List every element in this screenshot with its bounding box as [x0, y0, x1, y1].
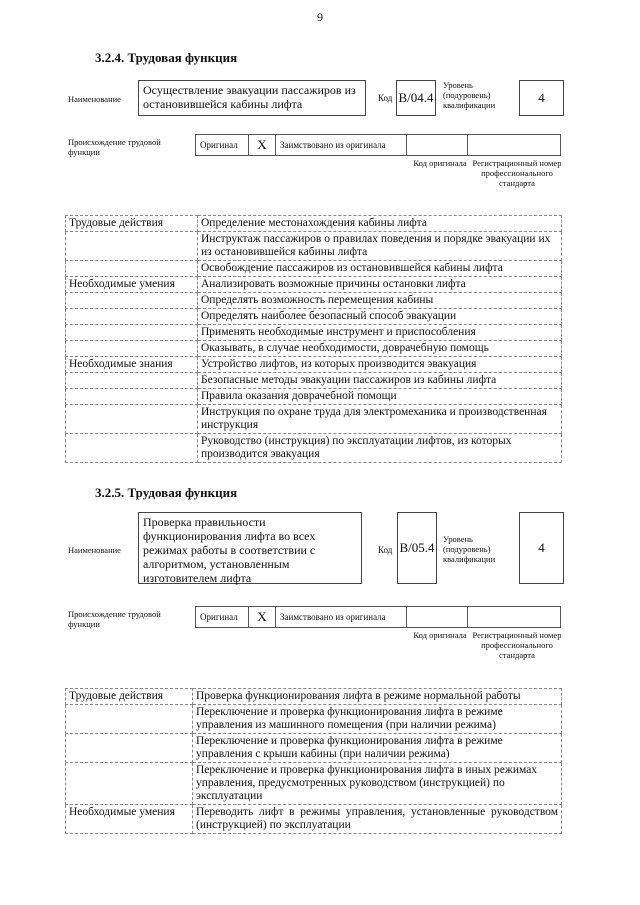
function-name-2: Проверка правильности функционирования лифта во всех режимах работы в соответствии с алгоритмом, установленным изготовителем лифта	[138, 512, 362, 584]
table-row: Оказывать, в случае необходимости, доврачебную помощь	[66, 341, 562, 357]
code-label-2: Код	[378, 545, 393, 555]
reg-num-cell	[468, 607, 561, 628]
borrowed-cell: Заимствовано из оригинала	[276, 135, 407, 156]
page-number: 9	[317, 10, 323, 24]
original-cell: Оригинал	[196, 135, 249, 156]
orig-code-label-1: Код оригинала	[413, 158, 467, 168]
table-row: Переключение и проверка функционирования лифта в режиме управления из машинного помещения (при наличии режима)	[66, 705, 562, 734]
section-title-1: 3.2.4. Трудовая функция	[95, 50, 238, 65]
table-row: Правила оказания доврачебной помощи	[66, 389, 562, 405]
qualification-level-1: 4	[519, 80, 564, 116]
table-row: Необходимые знания Устройство лифтов, из которых производится эвакуация	[66, 357, 562, 373]
section-title-2: 3.2.5. Трудовая функция	[95, 485, 238, 500]
table-row: Переключение и проверка функционирования лифта в иных режимах управления, предусмотренных руководством (инструкцией) по эксплуатации	[66, 763, 562, 805]
table-row: Определять наиболее безопасный способ эвакуации	[66, 309, 562, 325]
level-label-1: Уровень (подуровень) квалификации	[443, 80, 496, 110]
actions-table-2	[65, 688, 562, 834]
table-row: Руководство (инструкция) по эксплуатации лифтов, из которых производится эвакуация	[66, 434, 562, 463]
name-label-2: Наименование	[68, 545, 121, 555]
name-label-1: Наименование	[68, 94, 121, 104]
reg-num-cell	[468, 135, 561, 156]
table-row: Трудовые действия Определение местонахождения кабины лифта	[66, 216, 562, 232]
orig-code-label-2: Код оригинала	[413, 630, 467, 640]
original-x-mark: X	[249, 607, 276, 628]
table-row: Безопасные методы эвакуации пассажиров из кабины лифта	[66, 373, 562, 389]
origin-table-2	[195, 606, 561, 628]
reg-num-label-2: Регистрационный номер профессионального стандарта	[472, 630, 562, 660]
qualification-level-2: 4	[519, 512, 564, 584]
table-row: Инструкция по охране труда для электромеханика и производственная инструкция	[66, 405, 562, 434]
table-row: Необходимые умения Переводить лифт в режимы управления, установленные руководством (инструкцией) по эксплуатации	[66, 805, 562, 834]
function-name-1: Осуществление эвакуации пассажиров из остановившейся кабины лифта	[138, 80, 366, 116]
level-label-2: Уровень (подуровень) квалификации	[443, 534, 496, 564]
original-cell: Оригинал	[196, 607, 249, 628]
origin-label-2: Происхождение трудовой функции	[68, 609, 161, 629]
function-code-1: В/04.4	[396, 80, 436, 116]
table-row: Инструктаж пассажиров о правилах поведения и порядке эвакуации их из остановившейся кабины лифта	[66, 232, 562, 261]
reg-num-label-1: Регистрационный номер профессионального стандарта	[472, 158, 562, 188]
table-row: Определять возможность перемещения кабины	[66, 293, 562, 309]
table-row: Переключение и проверка функционирования лифта в режиме управления с крыши кабины (при наличии режима)	[66, 734, 562, 763]
origin-label-1: Происхождение трудовой функции	[68, 137, 161, 157]
table-row: Трудовые действия Проверка функционирования лифта в режиме нормальной работы	[66, 689, 562, 705]
table-row: Применять необходимые инструмент и приспособления	[66, 325, 562, 341]
borrowed-cell: Заимствовано из оригинала	[276, 607, 407, 628]
table-row: Необходимые умения Анализировать возможные причины остановки лифта	[66, 277, 562, 293]
orig-code-cell	[407, 607, 468, 628]
origin-table-1	[195, 134, 561, 156]
actions-table-1	[65, 215, 562, 463]
code-label-1: Код	[378, 93, 393, 103]
original-x-mark: X	[249, 135, 276, 156]
table-row: Освобождение пассажиров из остановившейся кабины лифта	[66, 261, 562, 277]
function-code-2: В/05.4	[397, 512, 437, 584]
orig-code-cell	[407, 135, 468, 156]
